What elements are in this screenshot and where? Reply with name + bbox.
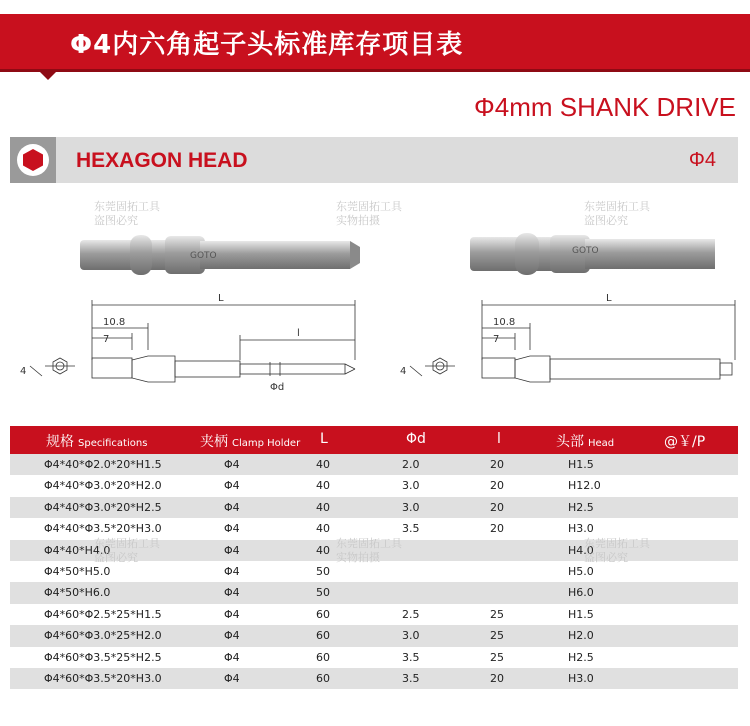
cell-head: H1.5 [568,458,594,471]
col-l: l [497,431,501,447]
cell-clamp: Φ4 [224,565,240,578]
cell-l: 25 [490,650,504,664]
cell-head: H4.0 [568,543,594,557]
cell-d: 3.0 [402,479,420,493]
cell-clamp: Φ4 [224,629,240,643]
cell-spec: Φ4*60*Φ3.5*20*H3.0 [44,672,162,685]
cell-clamp: Φ4 [224,522,240,536]
section-diameter: Φ4 [688,149,716,171]
watermark-line: 东莞固拓工具 [336,537,402,550]
cell-spec: Φ4*40*Φ3.0*20*H2.5 [44,500,162,514]
cell-L: 60 [316,607,330,621]
watermark-line: 东莞固拓工具 [94,537,160,550]
dim-L: L [218,293,224,304]
cell-l: 20 [490,479,504,493]
cell-clamp: Φ4 [224,500,240,514]
shank-title: Φ4mm SHANK DRIVE [473,92,736,122]
cell-head: H2.5 [568,500,594,514]
cell-d: 3.5 [402,672,420,685]
cell-spec: Φ4*60*Φ2.5*25*H1.5 [44,607,162,621]
cell-head: H2.5 [568,650,594,664]
cell-l: 20 [490,672,504,685]
dim-L: L [606,293,612,304]
cell-d: 3.0 [402,629,420,643]
col-clamp-label: 夹柄 [200,434,228,450]
cell-head: H3.0 [568,672,594,685]
watermark-line: 盗图必究 [94,214,138,227]
col-head-en: Head [588,438,615,449]
cell-d: 2.0 [402,458,420,471]
table-header [10,426,738,454]
cell-L: 40 [316,479,330,493]
cell-d: 2.5 [402,607,420,621]
cell-L: 50 [316,565,330,578]
watermark-line: 东莞固拓工具 [584,200,650,213]
cell-head: H6.0 [568,586,594,600]
col-price: @￥/P [664,434,706,450]
table-row [10,454,738,475]
cell-spec: Φ4*40*Φ3.5*20*H3.0 [44,522,162,536]
section-title: HEXAGON HEAD [76,149,248,172]
dim-7: 7 [103,334,110,345]
cell-L: 40 [316,458,330,471]
brand-mark: GOTO [572,246,599,256]
col-spec [46,431,147,451]
cell-spec: Φ4*40*Φ2.0*20*H1.5 [44,458,162,471]
bit-photo-right [460,225,730,285]
cell-L: 40 [316,522,330,536]
cell-spec: Φ4*50*H6.0 [44,586,111,600]
dim-10-8: 10.8 [103,317,126,328]
col-clamp-en: Clamp Holder [232,438,301,449]
cell-L: 50 [316,586,330,600]
cell-head: H12.0 [568,479,601,493]
cell-d: 3.0 [402,500,420,514]
title-banner [0,14,750,72]
cell-l: 20 [490,522,504,536]
cell-l: 20 [490,458,504,471]
cell-clamp: Φ4 [224,479,240,493]
watermark-line: 盗图必究 [94,551,138,564]
dim-l: l [297,328,300,339]
watermark [336,537,402,565]
cell-clamp: Φ4 [224,650,240,664]
cell-head: H1.5 [568,607,594,621]
banner-tab [40,72,56,80]
watermark-line: 实物拍摄 [336,214,380,227]
cell-L: 60 [316,672,330,685]
watermark [94,200,160,228]
cell-clamp: Φ4 [224,586,240,600]
cell-spec: Φ4*40*Φ3.0*20*H2.0 [44,479,162,493]
col-spec-label: 规格 [46,434,74,450]
table-row [10,625,738,646]
cell-d: 3.5 [402,522,420,536]
cell-L: 60 [316,629,330,643]
watermark-line: 盗图必究 [584,214,628,227]
cell-L: 40 [316,543,330,557]
col-L: L [320,431,328,447]
watermark [584,200,650,228]
drawing-right [380,290,750,400]
watermark [584,537,650,565]
cell-L: 40 [316,500,330,514]
cell-L: 60 [316,650,330,664]
table-row [10,604,738,625]
dim-d: Φd [270,382,285,393]
drawing-left [0,290,370,400]
cell-clamp: Φ4 [224,543,240,557]
col-clamp [200,431,300,451]
brand-mark: GOTO [190,251,217,261]
section-header [10,137,738,183]
dim-shank: 4 [20,366,27,377]
cell-clamp: Φ4 [224,458,240,471]
table-row [10,668,738,689]
cell-l: 20 [490,500,504,514]
watermark-line: 东莞固拓工具 [584,537,650,550]
watermark [94,537,160,565]
cell-d: 3.5 [402,650,420,664]
table-row [10,582,738,603]
watermark-line: 东莞固拓工具 [336,200,402,213]
table-row [10,475,738,496]
cell-head: H3.0 [568,522,594,536]
dim-7: 7 [493,334,500,345]
page-title: Φ4内六角起子头标准库存项目表 [70,30,464,60]
bit-photo-left [60,225,380,285]
table-row [10,497,738,518]
watermark [336,200,402,228]
cell-spec: Φ4*60*Φ3.0*25*H2.0 [44,629,162,643]
col-head [556,431,614,451]
cell-l: 25 [490,629,504,643]
dim-shank: 4 [400,366,407,377]
table-row [10,647,738,668]
cell-head: H5.0 [568,565,594,578]
watermark-line: 实物拍摄 [336,551,380,564]
watermark-line: 盗图必究 [584,551,628,564]
watermark-line: 东莞固拓工具 [94,200,160,213]
col-spec-en: Specifications [78,438,148,449]
dim-10-8: 10.8 [493,317,516,328]
cell-clamp: Φ4 [224,607,240,621]
cell-spec: Φ4*50*H5.0 [44,565,111,578]
cell-l: 25 [490,607,504,621]
cell-spec: Φ4*40*H4.0 [44,543,111,557]
col-head-label: 头部 [556,434,584,450]
hexagon-icon [21,148,45,172]
cell-spec: Φ4*60*Φ3.5*25*H2.5 [44,650,162,664]
col-d: Φd [406,431,426,447]
hexagon-badge [10,137,56,183]
cell-clamp: Φ4 [224,672,240,685]
cell-head: H2.0 [568,629,594,643]
